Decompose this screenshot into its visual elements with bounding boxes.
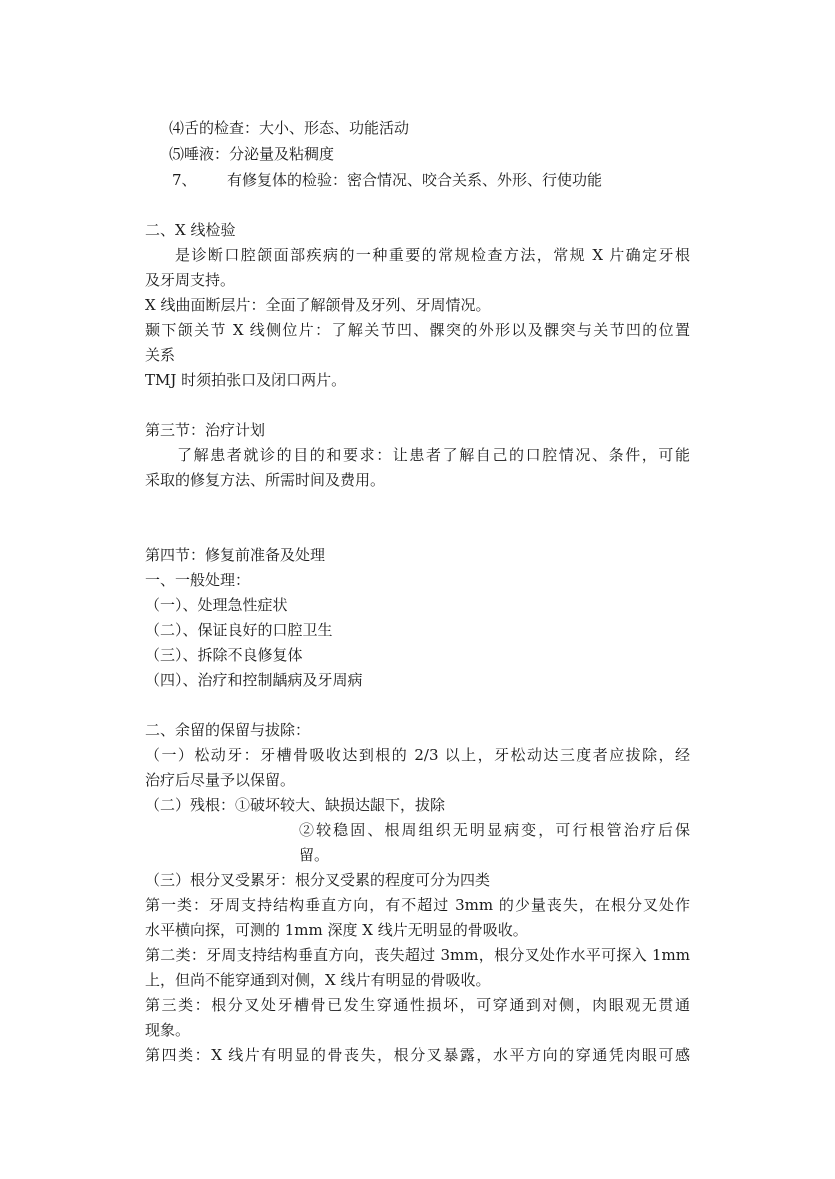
loose-teeth-line1: （一）松动牙：牙槽骨吸收达到根的 2/3 以上，牙松动达三度者应拔除，经 xyxy=(145,746,690,764)
xray-paragraph-line1: 是诊断口腔颌面部疾病的一种重要的常规检查方法，常规 X 片确定牙根 xyxy=(175,246,690,264)
class2-line2: 上，但尚不能穿通到对侧，X 线片有明显的骨吸收。 xyxy=(145,971,491,989)
class4-line1: 第四类：X 线片有明显的骨丧失，根分叉暴露，水平方向的穿通凭肉眼可感 xyxy=(145,1046,690,1064)
item-number: 7、 xyxy=(172,171,197,189)
restoration-check-item xyxy=(172,170,602,190)
preparation-heading: 第四节：修复前准备及处理 xyxy=(145,546,326,564)
class3-line2: 现象。 xyxy=(145,1021,191,1039)
class1-line1: 第一类：牙周支持结构垂直方向，有不超过 3mm 的少量丧失，在根分叉处作 xyxy=(145,896,690,914)
treatment-plan-heading: 第三节：治疗计划 xyxy=(145,421,266,439)
residual-root-line1: （二）残根：①破坏较大、缺损达龈下，拔除 xyxy=(145,796,446,814)
list-item: （三）、拆除不良修复体 xyxy=(145,646,303,664)
treatment-plan-line1: 了解患者就诊的目的和要求：让患者了解自己的口腔情况、条件，可能 xyxy=(177,446,690,464)
xray-heading: 二、X 线检验 xyxy=(145,221,236,239)
tmj-xray-line2: 关系 xyxy=(145,346,176,364)
tmj-xray-line1: 颞下颌关节 X 线侧位片：了解关节凹、髁突的外形以及髁突与关节凹的位置 xyxy=(145,321,690,339)
general-treatment-subheading: 一、一般处理： xyxy=(145,571,251,589)
retention-heading: 二、余留的保留与拔除： xyxy=(145,721,311,739)
xray-paragraph-line2: 及牙周支持。 xyxy=(145,271,236,289)
panoramic-xray-text: X 线曲面断层片：全面了解颌骨及牙列、牙周情况。 xyxy=(145,296,491,314)
saliva-item: ⑸唾液：分泌量及粘稠度 xyxy=(169,145,335,163)
item-text: 有修复体的检验：密合情况、咬合关系、外形、行使功能 xyxy=(227,171,603,189)
treatment-plan-line2: 采取的修复方法、所需时间及费用。 xyxy=(145,471,386,489)
residual-root-line2: ②较稳固、根周组织无明显病变，可行根管治疗后保 xyxy=(299,821,690,839)
class1-line2: 水平横向探，可测的 1mm 深度 X 线片无明显的骨吸收。 xyxy=(145,921,528,939)
furcation-heading: （三）根分叉受累牙：根分叉受累的程度可分为四类 xyxy=(145,871,491,889)
tongue-exam-item: ⑷舌的检查：大小、形态、功能活动 xyxy=(169,119,410,137)
list-item: （四）、治疗和控制龋病及牙周病 xyxy=(145,671,363,689)
loose-teeth-line2: 治疗后尽量予以保留。 xyxy=(145,771,296,789)
residual-root-line3: 留。 xyxy=(299,846,330,864)
tmj-note: TMJ 时须拍张口及闭口两片。 xyxy=(145,371,347,389)
class3-line1: 第三类：根分叉处牙槽骨已发生穿通性损坏，可穿通到对侧，肉眼观无贯通 xyxy=(145,996,690,1014)
class2-line1: 第二类：牙周支持结构垂直方向，丧失超过 3mm，根分叉处作水平可探入 1mm xyxy=(145,946,690,964)
list-item: （二）、保证良好的口腔卫生 xyxy=(145,621,333,639)
list-item: （一）、处理急性症状 xyxy=(145,596,288,614)
